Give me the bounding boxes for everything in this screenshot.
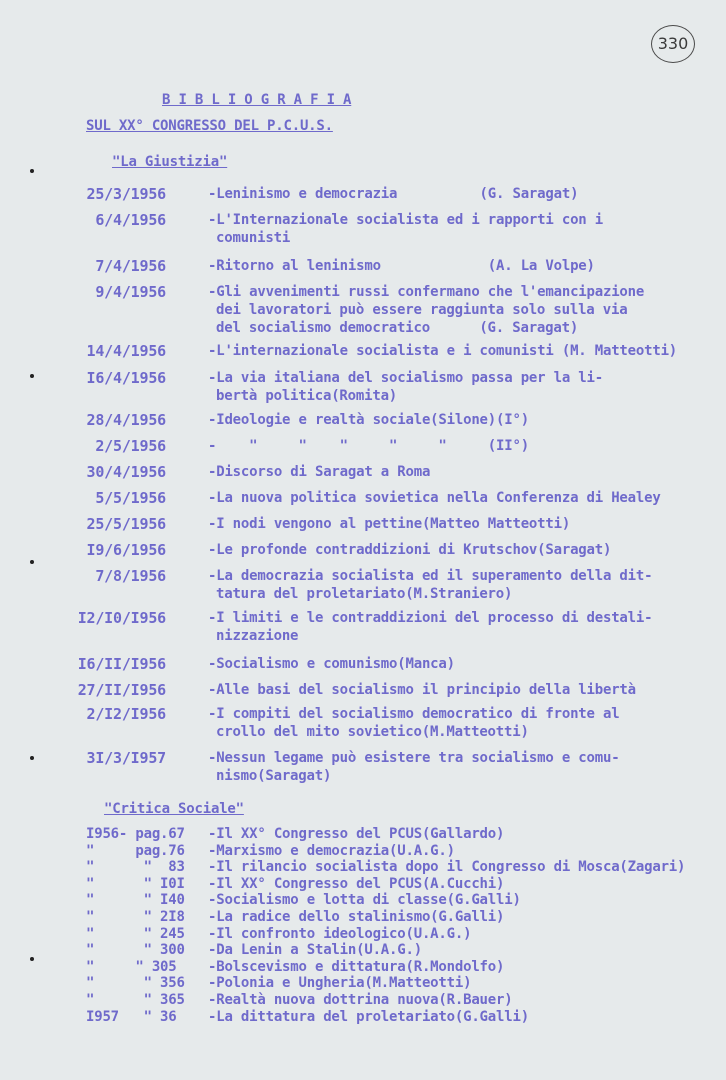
entry-title: -La dittatura del proletariato(G.Galli) (208, 1008, 529, 1025)
entry-title-line: -Le profonde contraddizioni di Krutschov(Saragat) (208, 542, 612, 558)
entry-title-line: -La nuova politica sovietica nella Conferenza di Healey (208, 490, 661, 506)
entry-title-line: -La via italiana del socialismo passa per la li- (208, 370, 603, 386)
entry-title-line: -Discorso di Saragat a Roma (208, 464, 431, 480)
entry-title: -Il confronto ideologico(U.A.G.) (208, 925, 472, 942)
entry-date: 25/5/1956 (86, 515, 166, 533)
section-heading-critica-sociale: "Critica Sociale" (104, 801, 244, 817)
entry-date: 14/4/1956 (86, 342, 166, 360)
margin-mark (30, 374, 34, 378)
bibliography-title: B I B L I O G R A F I A (162, 92, 352, 108)
entry-page-ref: " " 2I8 (86, 909, 185, 925)
entry-page-ref: " pag.76 (86, 842, 185, 859)
margin-mark (30, 756, 34, 760)
entry-date: I6/4/1956 (86, 369, 166, 387)
entry-page-ref: " " 83 (86, 859, 185, 876)
entry-page-ref: " " I40 (86, 892, 185, 909)
entry-title: -Da Lenin a Stalin(U.A.G.) (208, 942, 422, 959)
entry-title-line: comunisti (216, 230, 291, 246)
entry-title: -Realtà nuova dottrina nuova(R.Bauer) (208, 992, 513, 1008)
entry-title: -Marxismo e democrazia(U.A.G.) (208, 842, 455, 859)
entry-date: 3I/3/I957 (86, 749, 166, 767)
entry-date: 27/II/I956 (77, 681, 166, 699)
entry-page-ref: " " 300 (86, 942, 185, 959)
entry-title: -Il rilancio socialista dopo il Congresso di Mosca(Zagari) (208, 859, 686, 876)
entry-date: I6/II/I956 (77, 655, 166, 673)
entry-title-line: -Ideologie e realtà sociale(Silone)(I°) (208, 412, 529, 428)
entry-title-line: -L'internazionale socialista e i comunisti (M. Matteotti) (208, 343, 678, 359)
entry-title-line: -Gli avvenimenti russi confermano che l'emancipazione (208, 284, 645, 300)
entry-title-line: -Alle basi del socialismo il principio della libertà (208, 682, 636, 698)
entry-title-line: - " " " " " (II°) (208, 438, 529, 454)
page-number: 330 (651, 25, 695, 63)
entry-date: 2/I2/I956 (86, 705, 166, 723)
entry-title: -La radice dello stalinismo(G.Galli) (208, 909, 505, 925)
entry-date: 7/8/1956 (95, 567, 166, 585)
entry-page-ref: " " 365 (86, 992, 185, 1008)
entry-title-line: dei lavoratori può essere raggiunta solo sulla via (216, 302, 628, 318)
entry-title-line: -I limiti e le contraddizioni del processo di destali- (208, 610, 653, 626)
entry-page-ref: I957 " 36 (86, 1008, 177, 1025)
entry-title-line: -Socialismo e comunismo(Manca) (208, 656, 455, 672)
entry-title: -Il XX° Congresso del PCUS(A.Cucchi) (208, 875, 505, 892)
margin-mark (30, 169, 34, 173)
entry-title-line: -L'Internazionale socialista ed i rapporti con i (208, 212, 603, 228)
entry-date: I2/I0/I956 (77, 609, 166, 627)
entry-date: 2/5/1956 (95, 437, 166, 455)
entry-page-ref: " " 245 (86, 925, 185, 942)
margin-mark (30, 957, 34, 961)
entry-title-line: del socialismo democratico (G. Saragat) (216, 320, 579, 336)
entry-title-line: bertà politica(Romita) (216, 388, 398, 404)
entry-date: 30/4/1956 (86, 463, 166, 481)
entry-title: -Il XX° Congresso del PCUS(Gallardo) (208, 826, 505, 842)
entry-date: 9/4/1956 (95, 283, 166, 301)
entry-title-line: -Leninismo e democrazia (G. Saragat) (208, 186, 579, 202)
entry-title-line: -Ritorno al leninismo (A. La Volpe) (208, 258, 595, 274)
entry-title-line: -I nodi vengono al pettine(Matteo Matteotti) (208, 516, 571, 532)
entry-date: 25/3/1956 (86, 185, 166, 203)
entry-date: 5/5/1956 (95, 489, 166, 507)
entry-title-line: tatura del proletariato(M.Straniero) (216, 586, 513, 602)
margin-mark (30, 560, 34, 564)
entry-page-ref: I956- pag.67 (86, 826, 185, 842)
entry-title: -Polonia e Ungheria(M.Matteotti) (208, 975, 472, 992)
entry-title-line: nizzazione (216, 628, 299, 644)
entry-title-line: -La democrazia socialista ed il superamento della dit- (208, 568, 653, 584)
bibliography-subtitle: SUL XX° CONGRESSO DEL P.C.U.S. (86, 118, 333, 134)
entry-title: -Socialismo e lotta di classe(G.Galli) (208, 892, 521, 909)
entry-title: -Bolscevismo e dittatura(R.Mondolfo) (208, 958, 505, 975)
entry-title-line: crollo del mito sovietico(M.Matteotti) (216, 724, 529, 740)
entry-date: 7/4/1956 (95, 257, 166, 275)
entry-page-ref: " " 305 (86, 958, 177, 975)
entry-date: I9/6/1956 (86, 541, 166, 559)
entry-date: 6/4/1956 (95, 211, 166, 229)
entry-title-line: -I compiti del socialismo democratico di fronte al (208, 706, 620, 722)
entry-title-line: -Nessun legame può esistere tra socialismo e comu- (208, 750, 620, 766)
section-heading-giustizia: "La Giustizia" (112, 154, 228, 170)
entry-title-line: nismo(Saragat) (216, 768, 332, 784)
entry-page-ref: " " 356 (86, 975, 185, 992)
entry-date: 28/4/1956 (86, 411, 166, 429)
entry-page-ref: " " I0I (86, 875, 185, 892)
